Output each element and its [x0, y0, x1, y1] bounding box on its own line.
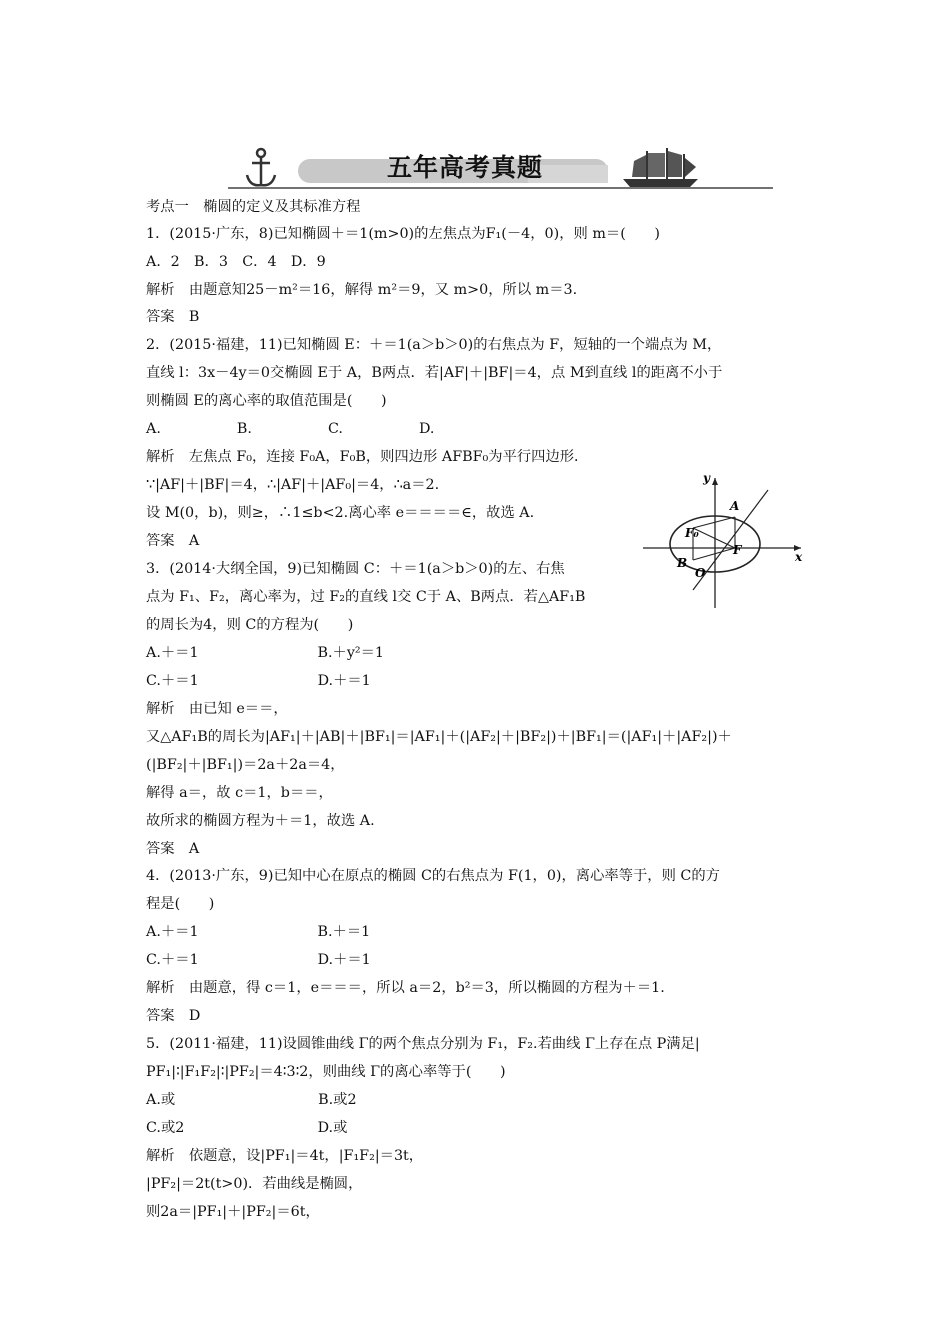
- question-1: 1．(2015·广东，8)已知椭圆＋＝1(m>0)的左焦点为F₁(－4，0)，则 m＝( ): [146, 226, 660, 242]
- question-3: 3．(2014·大纲全国，9)已知椭圆 C：＋＝1(a＞b＞0)的左、右焦: [146, 561, 565, 577]
- question-1-answer: 答案 B: [146, 309, 200, 325]
- question-3-answer: 答案 A: [146, 841, 200, 857]
- label-f: F: [733, 543, 742, 557]
- label-x: x: [795, 550, 803, 564]
- label-o: O: [695, 566, 706, 580]
- question-3-analysis-2: 又△AF₁B的周长为|AF₁|＋|AB|＋|BF₁|＝|AF₁|＋(|AF₂|＋|BF₂|)＋|BF₁|＝(|AF₁|＋|AF₂|)＋: [146, 729, 732, 745]
- question-2: 2．(2015·福建，11)已知椭圆 E：＋＝1(a＞b＞0)的右焦点为 F，短轴的一个端点为 M，: [146, 337, 722, 353]
- question-3-line-2: 点为 F₁、F₂，离心率为，过 F₂的直线 l交 C于 A、B两点．若△AF₁B: [146, 589, 586, 605]
- question-3-analysis: 解析 由已知 e＝＝，: [146, 701, 288, 717]
- label-a: A: [730, 499, 740, 513]
- question-1-options: A．2 B．3 C．4 D．9: [146, 254, 326, 270]
- question-5: 5．(2011·福建，11)设圆锥曲线 Γ的两个焦点分别为 F₁，F₂.若曲线 Γ上存在点 P满足|: [146, 1036, 700, 1052]
- ellipse-figure: [643, 470, 808, 610]
- question-5-analysis-3: 则2a＝|PF₁|＋|PF₂|＝6t，: [146, 1204, 320, 1220]
- section-heading: 考点一 椭圆的定义及其标准方程: [146, 199, 361, 215]
- question-5-analysis: 解析 依题意，设|PF₁|＝4t，|F₁F₂|＝3t，: [146, 1148, 424, 1164]
- question-2-analysis: 解析 左焦点 F₀，连接 F₀A，F₀B，则四边形 AFBF₀为平行四边形．: [146, 449, 589, 465]
- question-5-analysis-2: |PF₂|＝2t(t>0)．若曲线是椭圆，: [146, 1176, 363, 1192]
- question-5-line-2: PF₁|∶|F₁F₂|∶|PF₂|＝4∶3∶2，则曲线 Γ的离心率等于( ): [146, 1064, 506, 1080]
- question-4-options-cd: C.＋＝1 D.＋＝1: [146, 952, 371, 968]
- question-4-line-2: 程是( ): [146, 896, 215, 912]
- label-y: y: [703, 471, 710, 485]
- question-2-answer: 答案 A: [146, 533, 200, 549]
- question-3-options-ab: A.＋＝1 B.＋y²＝1: [146, 645, 385, 661]
- question-3-analysis-3: (|BF₂|＋|BF₁|)＝2a＋2a＝4，: [146, 757, 345, 773]
- label-f0: F₀: [685, 526, 699, 540]
- question-4-analysis: 解析 由题意，得 c＝1，e＝＝＝，所以 a＝2，b²＝3，所以椭圆的方程为＋＝1.: [146, 980, 665, 996]
- question-2-line-3: 则椭圆 E的离心率的取值范围是( ): [146, 393, 387, 409]
- sailing-ship-icon: [623, 148, 698, 187]
- anchor-icon: [247, 149, 275, 185]
- question-2-analysis-3: 设 M(0，b)，则≥，∴1≤b<2.离心率 e＝＝＝＝∈，故选 A.: [146, 505, 535, 521]
- question-2-analysis-2: ∵|AF|＋|BF|＝4，∴|AF|＋|AF₀|＝4，∴a＝2.: [146, 477, 440, 493]
- question-3-line-3: 的周长为4，则 C的方程为( ): [146, 617, 354, 633]
- label-b: B: [677, 556, 688, 570]
- question-3-analysis-5: 故所求的椭圆方程为＋＝1，故选 A.: [146, 813, 375, 829]
- question-3-options-cd: C.＋＝1 D.＋＝1: [146, 673, 371, 689]
- question-2-options: A. B. C. D.: [146, 421, 435, 437]
- question-4-options-ab: A.＋＝1 B.＋＝1: [146, 924, 371, 940]
- question-5-options-cd: C.或2 D.或: [146, 1120, 348, 1136]
- question-4: 4．(2013·广东，9)已知中心在原点的椭圆 C的右焦点为 F(1，0)，离心率等于，则 C的方: [146, 868, 720, 884]
- question-1-analysis: 解析 由题意知25－m²＝16，解得 m²＝9，又 m>0，所以 m＝3.: [146, 282, 578, 298]
- question-5-options-ab: A.或 B.或2: [146, 1092, 357, 1108]
- page-title: 五年高考真题: [386, 153, 543, 182]
- question-4-answer: 答案 D: [146, 1008, 201, 1024]
- question-2-line-2: 直线 l：3x－4y＝0交椭圆 E于 A，B两点．若|AF|＋|BF|＝4，点 M到直线 l的距离不小于: [146, 365, 723, 381]
- question-3-analysis-4: 解得 a＝，故 c＝1，b＝＝，: [146, 785, 333, 801]
